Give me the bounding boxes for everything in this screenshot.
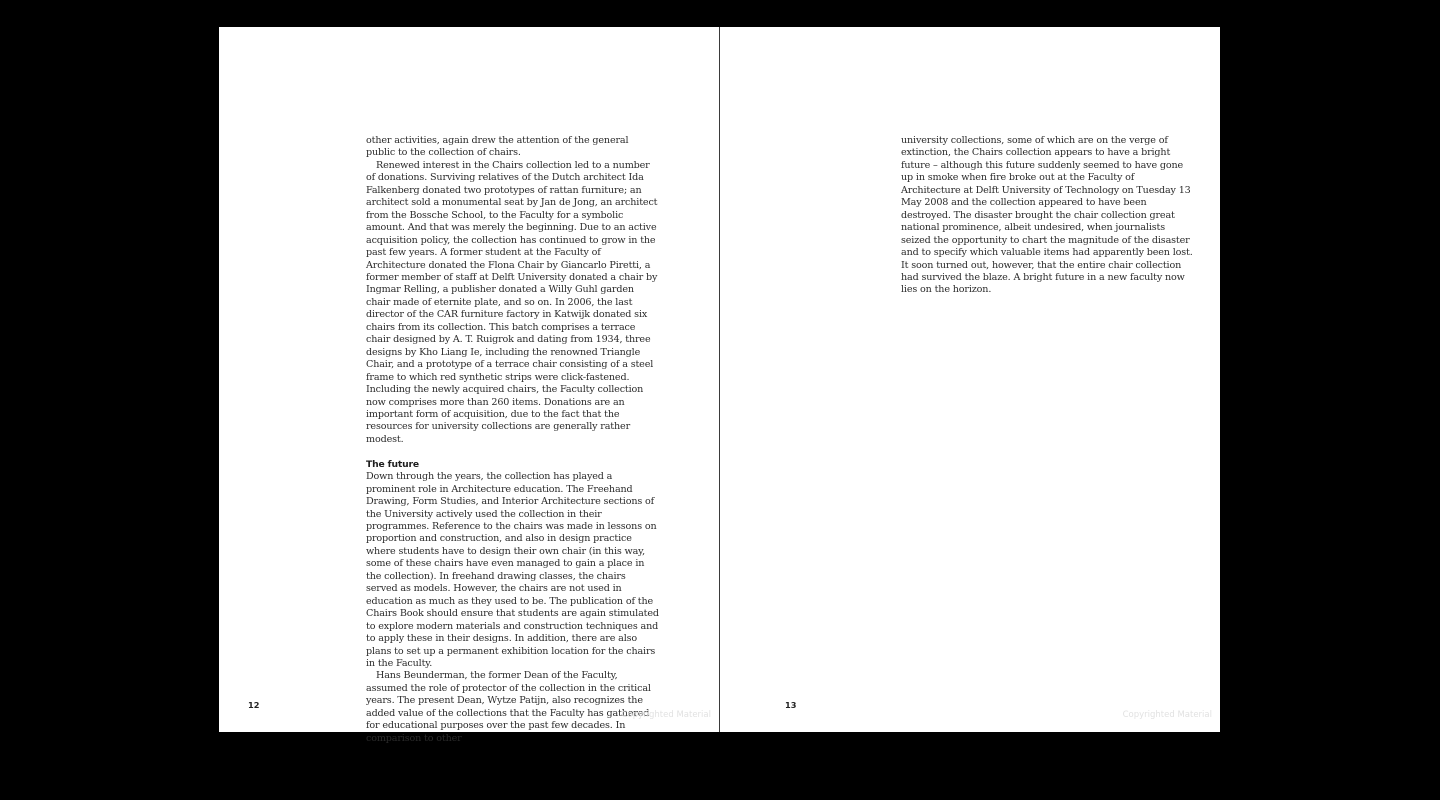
left-page	[219, 27, 719, 744]
paragraph: other activities, again drew the attention of the general public to the collection of chairs.	[366, 135, 629, 159]
right-page-body	[901, 135, 1195, 297]
paragraph: university collections, some of which are on the verge of extinction, the Chairs collection appears to have a bright future – although this future suddenly seemed to have gone up in smoke when fire broke out at the Faculty of Architecture at Delft University of Technology on Tuesday 13 May 2008 and the collection appeared to have been destroyed. The disaster brought the chair collection great national prominence, albeit undesired, when journalists seized the opportunity to chart the magnitude of the disaster and to specify which valuable items had apparently been lost. It soon turned out, however, that the entire chair collection had survived the blaze. A bright future in a new faculty now lies on the horizon.	[901, 135, 1193, 296]
right-page	[720, 27, 1220, 732]
paragraph: Renewed interest in the Chairs collection led to a number of donations. Surviving relatives of the Dutch architect Ida Falkenberg donated two prototypes of rattan furniture; an architect sold a monumental seat by Jan de Jong, an architect from the Bossche School, to the Faculty for a symbolic amount. And that was merely the beginning. Due to an active acquisition policy, the collection has continued to grow in the past few years. A former student at the Faculty of Architecture donated the Flona Chair by Giancarlo Piretti, a former member of staff at Delft University donated a chair by Ingmar Relling, a publisher donated a Willy Guhl garden chair made of eternite plate, and so on. In 2006, the last director of the CAR furniture factory in Katwijk donated six chairs from its collection. This batch comprises a terrace chair designed by A. T. Ruigrok and dating from 1934, three designs by Kho Liang Ie, including the renowned Triangle Chair, and a prototype of a terrace chair consisting of a steel frame to which red synthetic strips were click-fastened. Including the newly acquired chairs, the Faculty collection now comprises more than 260 items. Donations are an important form of acquisition, due to the fact that the resources for university collections are generally rather modest.	[366, 159, 658, 445]
paragraph: Down through the years, the collection has played a prominent role in Architecture education. The Freehand Drawing, Form Studies, and Interior Architecture sections of the University actively used the collection in their programmes. Reference to the chairs was made in lessons on proportion and construction, and also in design practice where students have to design their own chair (in this way, some of these chairs have even managed to gain a place in the collection). In freehand drawing classes, the chairs served as models. However, the chairs are not used in education as much as they used to be. The publication of the Chairs Book should ensure that students are again stimulated to explore modern materials and construction techniques and to apply these in their designs. In addition, there are also plans to set up a permanent exhibition location for the chairs in the Faculty.	[366, 471, 659, 670]
page-number: 12	[248, 700, 260, 710]
left-page-body	[366, 135, 660, 745]
book-spread	[219, 27, 1220, 744]
copyright-watermark: Copyrighted Material	[1122, 710, 1212, 720]
paragraph: Hans Beunderman, the former Dean of the Faculty, assumed the role of protector of the collection in the critical years. The present Dean, Wytze Patijn, also recognizes the added value of the collections that the Faculty has gathered for educational purposes over the past few decades. In comparison to other	[366, 670, 651, 744]
section-heading: The future	[366, 458, 419, 470]
copyright-watermark: Copyrighted Material	[621, 710, 711, 720]
page-number: 13	[785, 700, 797, 710]
